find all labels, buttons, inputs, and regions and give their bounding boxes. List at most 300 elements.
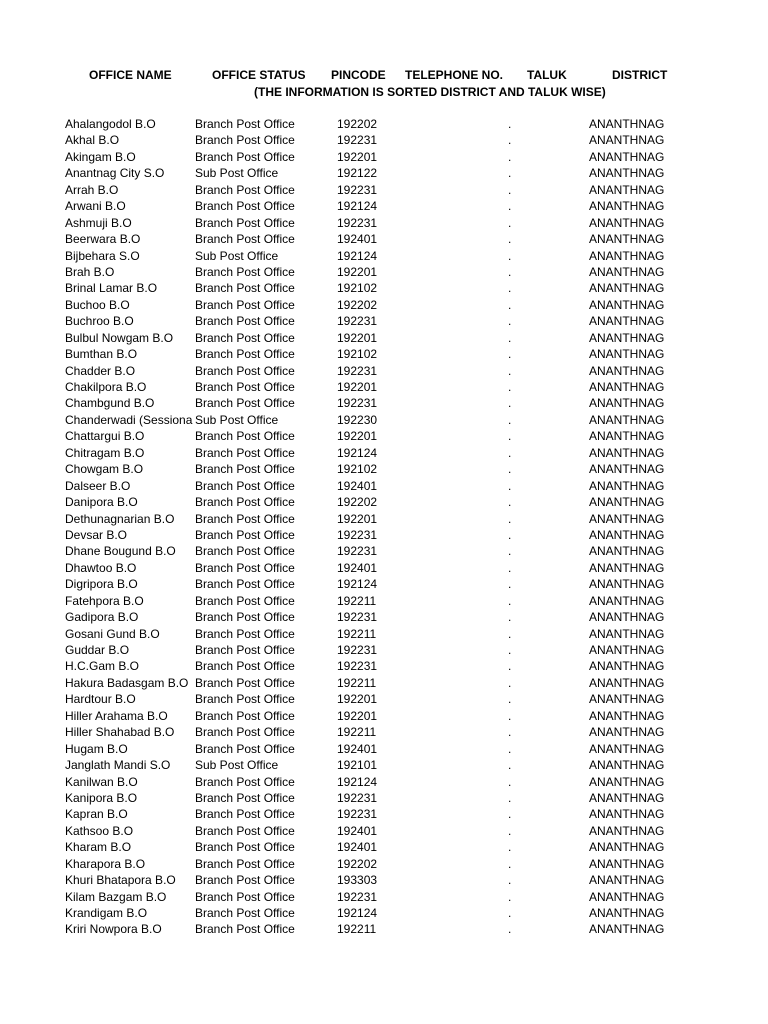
- table-row: [0, 609, 768, 625]
- office-name-cell: Digripora B.O: [65, 577, 138, 592]
- table-row: [0, 297, 768, 313]
- table-row: [0, 757, 768, 773]
- pincode-cell: 192401: [337, 560, 378, 575]
- office-name-cell: Kathsoo B.O: [65, 823, 134, 838]
- telephone-cell: .: [508, 117, 512, 131]
- district-cell: ANANTHNAG: [589, 906, 665, 920]
- district-cell: ANANTHNAG: [589, 544, 665, 559]
- table-row: [0, 445, 768, 461]
- office-status-cell: Branch Post Office: [195, 807, 295, 822]
- table-row: [0, 593, 768, 609]
- office-status-cell: Branch Post Office: [195, 560, 295, 575]
- office-status-cell: Branch Post Office: [195, 347, 295, 362]
- district-cell: ANANTHNAG: [589, 889, 665, 904]
- office-name-cell: Kharapora B.O: [65, 856, 146, 871]
- district-cell: ANANTHNAG: [589, 823, 665, 838]
- pincode-cell: 192231: [337, 363, 378, 378]
- office-name-cell: Kriri Nowpora B.O: [65, 922, 162, 937]
- pincode-cell: 192231: [337, 314, 378, 329]
- office-name-cell: Hugam B.O: [65, 741, 128, 756]
- office-name-cell: Ahalangodol B.O: [65, 117, 156, 131]
- district-cell: ANANTHNAG: [589, 248, 665, 263]
- office-status-cell: Branch Post Office: [195, 314, 295, 329]
- telephone-cell: .: [508, 478, 512, 493]
- district-cell: ANANTHNAG: [589, 199, 665, 214]
- table-row: [0, 478, 768, 494]
- office-status-cell: Branch Post Office: [195, 922, 295, 937]
- table-row: [0, 248, 768, 264]
- pincode-cell: 192201: [337, 708, 378, 723]
- table-row: [0, 428, 768, 444]
- office-name-cell: Buchoo B.O: [65, 297, 130, 312]
- office-name-cell: Chitragam B.O: [65, 445, 145, 460]
- office-name-cell: Hakura Badasgam B.O: [65, 675, 189, 690]
- district-cell: ANANTHNAG: [589, 856, 665, 871]
- table-row: [0, 182, 768, 198]
- office-status-cell: Branch Post Office: [195, 675, 295, 690]
- office-status-cell: Branch Post Office: [195, 149, 295, 164]
- office-status-cell: Branch Post Office: [195, 380, 295, 394]
- district-cell: ANANTHNAG: [589, 117, 665, 131]
- table-row: [0, 494, 768, 510]
- office-status-cell: Branch Post Office: [195, 856, 295, 871]
- district-cell: ANANTHNAG: [589, 149, 665, 164]
- telephone-cell: .: [508, 873, 512, 888]
- telephone-cell: .: [508, 774, 512, 789]
- office-status-cell: Branch Post Office: [195, 577, 295, 592]
- pincode-cell: 192211: [337, 922, 377, 937]
- office-name-cell: Brah B.O: [65, 264, 115, 279]
- telephone-cell: .: [508, 429, 512, 444]
- district-cell: ANANTHNAG: [589, 182, 665, 197]
- district-cell: ANANTHNAG: [589, 692, 665, 707]
- district-cell: ANANTHNAG: [589, 281, 665, 296]
- telephone-cell: .: [508, 380, 512, 394]
- office-status-cell: Branch Post Office: [195, 823, 295, 838]
- post-office-table: [0, 116, 768, 938]
- pincode-cell: 192201: [337, 511, 378, 526]
- telephone-cell: .: [508, 659, 512, 674]
- telephone-cell: .: [508, 708, 512, 723]
- sort-note: (THE INFORMATION IS SORTED DISTRICT AND TALUK WISE): [254, 85, 606, 99]
- telephone-cell: .: [508, 314, 512, 329]
- table-row: [0, 626, 768, 642]
- table-row: [0, 165, 768, 181]
- pincode-cell: 192211: [337, 675, 377, 690]
- office-status-cell: Branch Post Office: [195, 873, 295, 888]
- office-status-cell: Sub Post Office: [195, 248, 279, 263]
- table-row: [0, 905, 768, 921]
- district-cell: ANANTHNAG: [589, 412, 665, 427]
- header-pincode: PINCODE: [331, 68, 386, 82]
- office-status-cell: Branch Post Office: [195, 593, 295, 608]
- office-name-cell: Brinal Lamar B.O: [65, 281, 158, 296]
- office-name-cell: Kharam B.O: [65, 840, 132, 855]
- office-name-cell: Chakilpora B.O: [65, 380, 147, 394]
- office-status-cell: Branch Post Office: [195, 889, 295, 904]
- office-name-cell: Bijbehara S.O: [65, 248, 140, 263]
- office-status-cell: Branch Post Office: [195, 133, 295, 148]
- telephone-cell: .: [508, 281, 512, 296]
- district-cell: ANANTHNAG: [589, 166, 665, 181]
- office-status-cell: Branch Post Office: [195, 462, 295, 477]
- pincode-cell: 192201: [337, 380, 378, 394]
- district-cell: ANANTHNAG: [589, 626, 665, 641]
- telephone-cell: .: [508, 133, 512, 148]
- district-cell: ANANTHNAG: [589, 659, 665, 674]
- telephone-cell: .: [508, 199, 512, 214]
- table-row: [0, 346, 768, 362]
- district-cell: ANANTHNAG: [589, 675, 665, 690]
- telephone-cell: .: [508, 215, 512, 230]
- table-row: [0, 806, 768, 822]
- pincode-cell: 192102: [337, 462, 378, 477]
- office-name-cell: Dhane Bougund B.O: [65, 544, 176, 559]
- table-row: [0, 724, 768, 740]
- telephone-cell: .: [508, 544, 512, 559]
- district-cell: ANANTHNAG: [589, 264, 665, 279]
- office-name-cell: Fatehpora B.O: [65, 593, 144, 608]
- pincode-cell: 192124: [337, 774, 378, 789]
- pincode-cell: 192231: [337, 659, 378, 674]
- pincode-cell: 192101: [337, 758, 378, 773]
- pincode-cell: 192401: [337, 741, 378, 756]
- office-name-cell: Chowgam B.O: [65, 462, 144, 477]
- table-row: [0, 527, 768, 543]
- office-name-cell: Hardtour B.O: [65, 692, 136, 707]
- table-row: [0, 872, 768, 888]
- office-name-cell: Ashmuji B.O: [65, 215, 132, 230]
- district-cell: ANANTHNAG: [589, 396, 665, 411]
- telephone-cell: .: [508, 692, 512, 707]
- pincode-cell: 192122: [337, 166, 378, 181]
- district-cell: ANANTHNAG: [589, 232, 665, 247]
- office-status-cell: Branch Post Office: [195, 527, 295, 542]
- district-cell: ANANTHNAG: [589, 429, 665, 444]
- office-name-cell: Kanilwan B.O: [65, 774, 138, 789]
- telephone-cell: .: [508, 725, 512, 740]
- table-row: [0, 280, 768, 296]
- office-status-cell: Branch Post Office: [195, 281, 295, 296]
- office-status-cell: Branch Post Office: [195, 264, 295, 279]
- pincode-cell: 192201: [337, 429, 378, 444]
- office-name-cell: Janglath Mandi S.O: [65, 758, 171, 773]
- telephone-cell: .: [508, 560, 512, 575]
- office-status-cell: Branch Post Office: [195, 626, 295, 641]
- district-cell: ANANTHNAG: [589, 790, 665, 805]
- pincode-cell: 192231: [337, 215, 378, 230]
- district-cell: ANANTHNAG: [589, 643, 665, 657]
- pincode-cell: 192102: [337, 347, 378, 362]
- office-status-cell: Branch Post Office: [195, 708, 295, 723]
- office-status-cell: Branch Post Office: [195, 478, 295, 493]
- pincode-cell: 192102: [337, 281, 378, 296]
- office-status-cell: Branch Post Office: [195, 232, 295, 247]
- table-row: [0, 215, 768, 231]
- pincode-cell: 192201: [337, 330, 378, 345]
- pincode-cell: 192401: [337, 823, 378, 838]
- pincode-cell: 192401: [337, 232, 378, 247]
- district-cell: ANANTHNAG: [589, 133, 665, 148]
- telephone-cell: .: [508, 675, 512, 690]
- office-status-cell: Branch Post Office: [195, 544, 295, 559]
- district-cell: ANANTHNAG: [589, 215, 665, 230]
- telephone-cell: .: [508, 741, 512, 756]
- table-row: [0, 198, 768, 214]
- telephone-cell: .: [508, 495, 512, 510]
- telephone-cell: .: [508, 610, 512, 625]
- telephone-cell: .: [508, 527, 512, 542]
- office-name-cell: Akhal B.O: [65, 133, 120, 148]
- pincode-cell: 192124: [337, 248, 378, 263]
- office-status-cell: Branch Post Office: [195, 511, 295, 526]
- office-name-cell: Arrah B.O: [65, 182, 119, 197]
- office-name-cell: Kilam Bazgam B.O: [65, 889, 167, 904]
- office-status-cell: Branch Post Office: [195, 906, 295, 920]
- telephone-cell: .: [508, 840, 512, 855]
- office-name-cell: Chanderwadi (Sessiona: [65, 412, 193, 427]
- telephone-cell: .: [508, 445, 512, 460]
- table-row: [0, 658, 768, 674]
- district-cell: ANANTHNAG: [589, 774, 665, 789]
- office-name-cell: Dhawtoo B.O: [65, 560, 137, 575]
- table-row: [0, 576, 768, 592]
- pincode-cell: 192202: [337, 297, 378, 312]
- pincode-cell: 192231: [337, 610, 378, 625]
- office-name-cell: Krandigam B.O: [65, 906, 148, 920]
- district-cell: ANANTHNAG: [589, 610, 665, 625]
- table-row: [0, 560, 768, 576]
- district-cell: ANANTHNAG: [589, 807, 665, 822]
- pincode-cell: 192124: [337, 906, 378, 920]
- pincode-cell: 192231: [337, 396, 378, 411]
- telephone-cell: .: [508, 626, 512, 641]
- office-name-cell: Chadder B.O: [65, 363, 136, 378]
- table-row: [0, 511, 768, 527]
- district-cell: ANANTHNAG: [589, 741, 665, 756]
- table-row: [0, 642, 768, 658]
- district-cell: ANANTHNAG: [589, 725, 665, 740]
- pincode-cell: 192231: [337, 182, 378, 197]
- office-status-cell: Branch Post Office: [195, 445, 295, 460]
- district-cell: ANANTHNAG: [589, 462, 665, 477]
- district-cell: ANANTHNAG: [589, 527, 665, 542]
- district-cell: ANANTHNAG: [589, 330, 665, 345]
- office-name-cell: Hiller Shahabad B.O: [65, 725, 175, 740]
- telephone-cell: .: [508, 149, 512, 164]
- telephone-cell: .: [508, 330, 512, 345]
- district-cell: ANANTHNAG: [589, 577, 665, 592]
- office-name-cell: Beerwara B.O: [65, 232, 141, 247]
- telephone-cell: .: [508, 297, 512, 312]
- office-status-cell: Branch Post Office: [195, 396, 295, 411]
- pincode-cell: 192201: [337, 149, 378, 164]
- table-row: [0, 461, 768, 477]
- office-status-cell: Branch Post Office: [195, 363, 295, 378]
- office-status-cell: Branch Post Office: [195, 774, 295, 789]
- office-name-cell: Gosani Gund B.O: [65, 626, 160, 641]
- district-cell: ANANTHNAG: [589, 708, 665, 723]
- telephone-cell: .: [508, 823, 512, 838]
- office-name-cell: Kanipora B.O: [65, 790, 138, 805]
- district-cell: ANANTHNAG: [589, 445, 665, 460]
- table-row: [0, 149, 768, 165]
- office-status-cell: Branch Post Office: [195, 610, 295, 625]
- header-telephone: TELEPHONE NO.: [405, 68, 504, 82]
- office-name-cell: Buchroo B.O: [65, 314, 134, 329]
- office-status-cell: Branch Post Office: [195, 692, 295, 707]
- pincode-cell: 192401: [337, 840, 378, 855]
- header-taluk: TALUK: [527, 68, 567, 82]
- office-name-cell: Khuri Bhatapora B.O: [65, 873, 176, 888]
- office-status-cell: Branch Post Office: [195, 840, 295, 855]
- district-cell: ANANTHNAG: [589, 363, 665, 378]
- office-status-cell: Branch Post Office: [195, 659, 295, 674]
- telephone-cell: .: [508, 248, 512, 263]
- pincode-cell: 192124: [337, 577, 378, 592]
- table-row: [0, 839, 768, 855]
- telephone-cell: .: [508, 396, 512, 411]
- telephone-cell: .: [508, 577, 512, 592]
- district-cell: ANANTHNAG: [589, 511, 665, 526]
- office-name-cell: Guddar B.O: [65, 643, 130, 657]
- pincode-cell: 192230: [337, 412, 378, 427]
- pincode-cell: 192231: [337, 807, 378, 822]
- table-row: [0, 708, 768, 724]
- telephone-cell: .: [508, 511, 512, 526]
- pincode-cell: 192211: [337, 626, 377, 641]
- pincode-cell: 192231: [337, 643, 378, 657]
- table-row: [0, 116, 768, 132]
- office-status-cell: Branch Post Office: [195, 117, 295, 131]
- office-status-cell: Branch Post Office: [195, 199, 295, 214]
- table-row: [0, 313, 768, 329]
- office-status-cell: Sub Post Office: [195, 166, 279, 181]
- telephone-cell: .: [508, 166, 512, 181]
- office-name-cell: Devsar B.O: [65, 527, 128, 542]
- telephone-cell: .: [508, 906, 512, 920]
- office-status-cell: Branch Post Office: [195, 725, 295, 740]
- district-cell: ANANTHNAG: [589, 478, 665, 493]
- district-cell: ANANTHNAG: [589, 347, 665, 362]
- office-name-cell: Arwani B.O: [65, 199, 126, 214]
- pincode-cell: 192211: [337, 725, 377, 740]
- office-status-cell: Branch Post Office: [195, 297, 295, 312]
- pincode-cell: 192231: [337, 790, 378, 805]
- telephone-cell: .: [508, 462, 512, 477]
- office-name-cell: Hiller Arahama B.O: [65, 708, 168, 723]
- pincode-cell: 192124: [337, 445, 378, 460]
- table-row: [0, 774, 768, 790]
- pincode-cell: 192211: [337, 593, 377, 608]
- district-cell: ANANTHNAG: [589, 873, 665, 888]
- table-row: [0, 741, 768, 757]
- table-row: [0, 264, 768, 280]
- table-row: [0, 856, 768, 872]
- telephone-cell: .: [508, 807, 512, 822]
- pincode-cell: 192231: [337, 133, 378, 148]
- office-name-cell: Akingam B.O: [65, 149, 136, 164]
- office-name-cell: Anantnag City S.O: [65, 166, 165, 181]
- table-row: [0, 412, 768, 428]
- telephone-cell: .: [508, 593, 512, 608]
- table-row: [0, 543, 768, 559]
- telephone-cell: .: [508, 264, 512, 279]
- pincode-cell: 192201: [337, 264, 378, 279]
- pincode-cell: 192231: [337, 544, 378, 559]
- telephone-cell: .: [508, 347, 512, 362]
- pincode-cell: 192231: [337, 889, 378, 904]
- telephone-cell: .: [508, 856, 512, 871]
- table-row: [0, 330, 768, 346]
- pincode-cell: 192231: [337, 527, 378, 542]
- table-row: [0, 889, 768, 905]
- office-name-cell: Danipora B.O: [65, 495, 138, 510]
- office-status-cell: Branch Post Office: [195, 790, 295, 805]
- district-cell: ANANTHNAG: [589, 314, 665, 329]
- pincode-cell: 193303: [337, 873, 378, 888]
- header-office-status: OFFICE STATUS: [212, 68, 306, 82]
- pincode-cell: 192201: [337, 692, 378, 707]
- office-status-cell: Sub Post Office: [195, 758, 279, 773]
- pincode-cell: 192401: [337, 478, 378, 493]
- district-cell: ANANTHNAG: [589, 380, 665, 394]
- table-row: [0, 691, 768, 707]
- table-row: [0, 675, 768, 691]
- telephone-cell: .: [508, 889, 512, 904]
- office-name-cell: Chattargui B.O: [65, 429, 145, 444]
- pincode-cell: 192202: [337, 495, 378, 510]
- office-name-cell: Dalseer B.O: [65, 478, 131, 493]
- office-name-cell: Chambgund B.O: [65, 396, 155, 411]
- telephone-cell: .: [508, 758, 512, 773]
- table-row: [0, 921, 768, 937]
- office-status-cell: Sub Post Office: [195, 412, 279, 427]
- telephone-cell: .: [508, 363, 512, 378]
- table-row: [0, 790, 768, 806]
- office-name-cell: Dethunagnarian B.O: [65, 511, 175, 526]
- office-name-cell: Kapran B.O: [65, 807, 128, 822]
- table-row: [0, 823, 768, 839]
- district-cell: ANANTHNAG: [589, 758, 665, 773]
- office-name-cell: H.C.Gam B.O: [65, 659, 140, 674]
- district-cell: ANANTHNAG: [589, 297, 665, 312]
- pincode-cell: 192124: [337, 199, 378, 214]
- district-cell: ANANTHNAG: [589, 495, 665, 510]
- telephone-cell: .: [508, 232, 512, 247]
- telephone-cell: .: [508, 922, 512, 937]
- header-district: DISTRICT: [612, 68, 668, 82]
- office-status-cell: Branch Post Office: [195, 330, 295, 345]
- table-row: [0, 363, 768, 379]
- office-status-cell: Branch Post Office: [195, 182, 295, 197]
- office-status-cell: Branch Post Office: [195, 429, 295, 444]
- district-cell: ANANTHNAG: [589, 840, 665, 855]
- district-cell: ANANTHNAG: [589, 922, 665, 937]
- telephone-cell: .: [508, 643, 512, 657]
- office-status-cell: Branch Post Office: [195, 741, 295, 756]
- telephone-cell: .: [508, 182, 512, 197]
- table-row: [0, 231, 768, 247]
- office-status-cell: Branch Post Office: [195, 215, 295, 230]
- district-cell: ANANTHNAG: [589, 593, 665, 608]
- pincode-cell: 192202: [337, 856, 378, 871]
- header-office-name: OFFICE NAME: [89, 68, 172, 82]
- table-row: [0, 379, 768, 395]
- table-row: [0, 395, 768, 411]
- office-name-cell: Bumthan B.O: [65, 347, 138, 362]
- office-status-cell: Branch Post Office: [195, 495, 295, 510]
